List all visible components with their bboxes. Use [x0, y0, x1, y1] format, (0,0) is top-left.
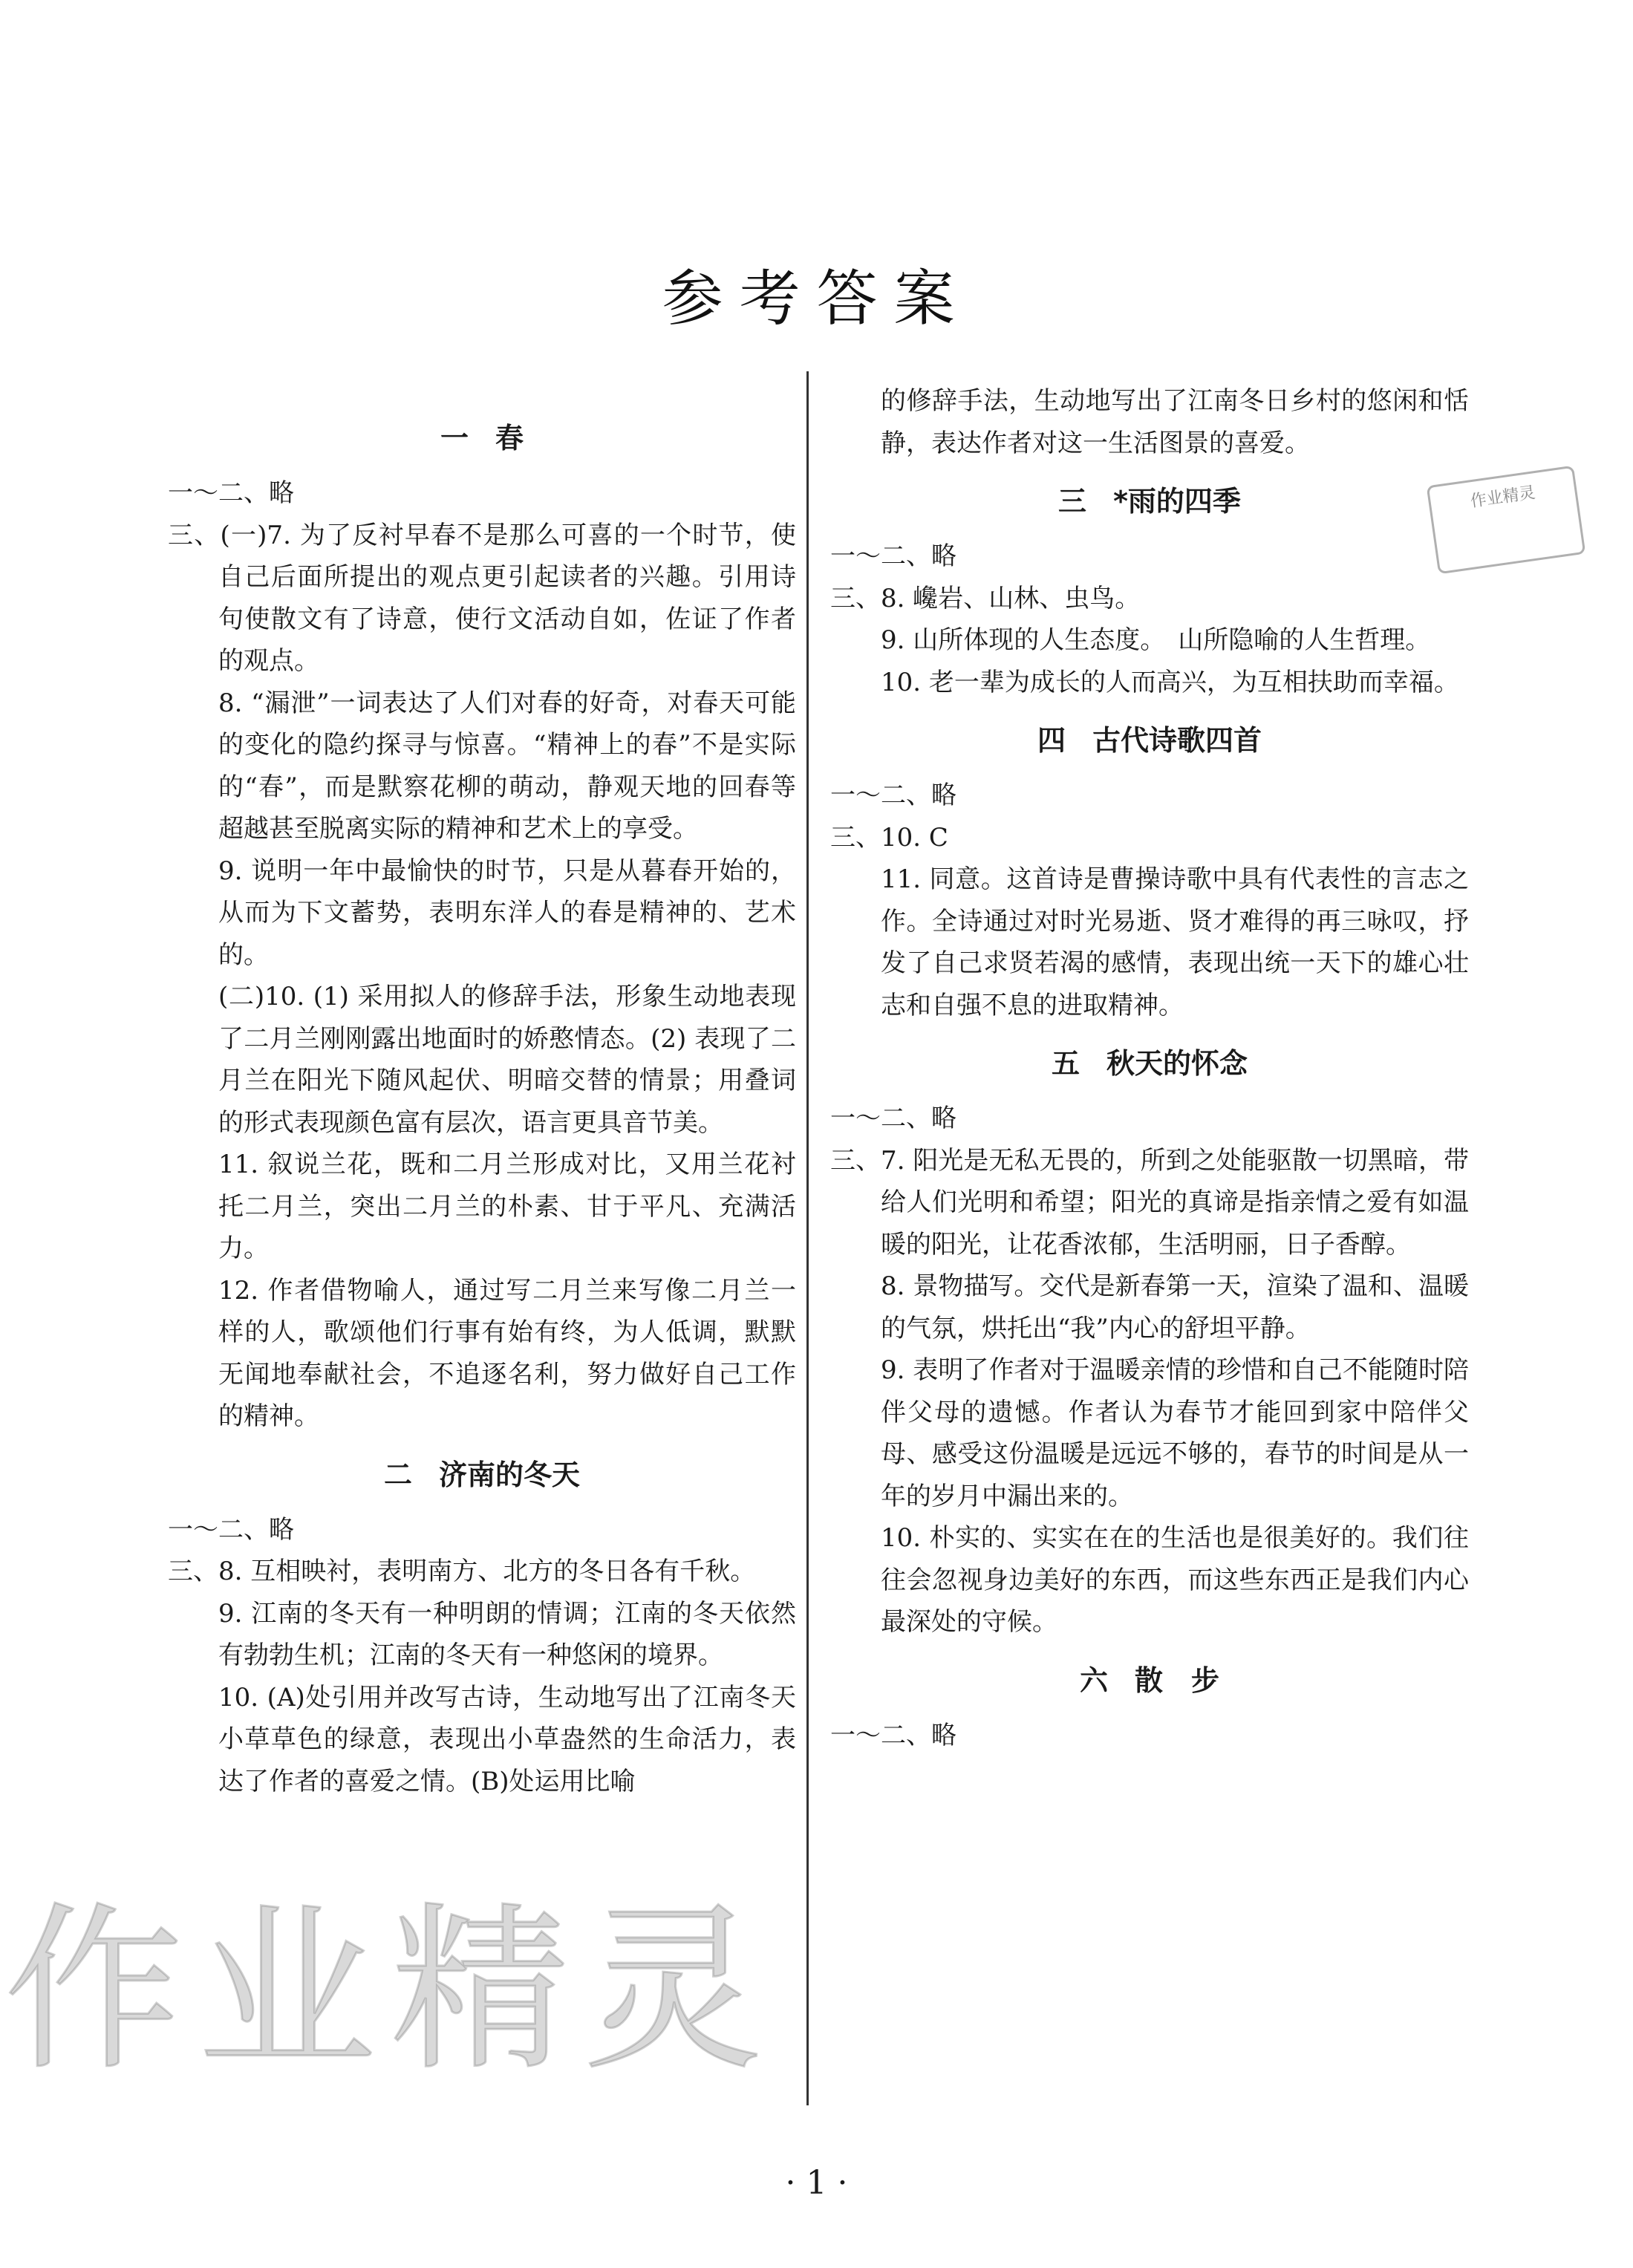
section-name: 散 步	[1135, 1663, 1220, 1697]
answer-line: 三、10. C	[830, 822, 948, 853]
section-title	[830, 1657, 1469, 1704]
page-number: · 1 ·	[785, 2164, 848, 2202]
answer-line: 8. “漏泄”一词表达了人们对春的好奇，对春天可能的变化的隐约探寻与惊喜。“精神上的春”不是实际的“春”，而是默察花柳的萌动，静观天地的回春等超越甚至脱离实际的精神和艺术上的享受。	[218, 688, 796, 844]
answer-line: 9. 说明一年中最愉快的时节，只是从暮春开始的，从而为下文蓄势，表明东洋人的春是精神的、艺术的。	[218, 856, 796, 970]
section-number: 二	[383, 1458, 412, 1491]
answer-line: 10. 老一辈为成长的人而高兴，为互相扶助而幸福。	[881, 667, 1459, 697]
section-number: 三	[1058, 485, 1087, 518]
section-name: 春	[495, 422, 524, 454]
right-column	[830, 380, 1469, 1756]
answer-line: 8. 景物描写。交代是新春第一天，渲染了温和、温暖的气氛，烘托出“我”内心的舒坦平静。	[881, 1271, 1469, 1343]
section-name: *雨的四季	[1113, 485, 1241, 518]
answer-line: 一～二、略	[168, 1514, 294, 1545]
answer-line: 三、8. 巉岩、山林、虫鸟。	[830, 583, 1141, 613]
section-number: 四	[1037, 724, 1066, 757]
answer-line: 一～二、略	[168, 478, 294, 508]
answer-line: 一～二、略	[830, 541, 956, 571]
section-title	[168, 414, 796, 462]
answer-line: 11. 叙说兰花，既和二月兰形成对比，又用兰花衬托二月兰，突出二月兰的朴素、甘于平凡、充满活力。	[218, 1150, 796, 1263]
answer-line: 一～二、略	[830, 781, 956, 810]
answer-line: 11. 同意。这首诗是曹操诗歌中具有代表性的言志之作。全诗通过对时光易逝、贤才难得的再三咏叹，抒发了自己求贤若渴的感情，表现出统一天下的雄心壮志和自强不息的进取精神。	[881, 864, 1469, 1020]
answer-line: 一～二、略	[830, 1720, 956, 1750]
answer-line: 9. 表明了作者对于温暖亲情的珍惜和自己不能随时陪伴父母的遗憾。作者认为春节才能回到家中陪伴父母、感受这份温暖是远远不够的，春节的时间是从一年的岁月中漏出来的。	[881, 1355, 1469, 1511]
left-column	[168, 401, 796, 1802]
column-divider	[806, 371, 809, 2105]
section-number: 一	[440, 422, 469, 454]
page-title: 参考答案	[662, 264, 971, 334]
answer-line: 三、7. 阳光是无私无畏的，所到之处能驱散一切黑暗，带给人们光明和希望；阳光的真谛是指亲情之爱有如温暖的阳光，让花香浓郁，生活明丽，日子香醇。	[830, 1145, 1469, 1260]
section-title	[830, 478, 1469, 525]
answer-line: (二)10. (1) 采用拟人的修辞手法，形象生动地表现了二月兰刚刚露出地面时的娇憨情态。(2) 表现了二月兰在阳光下随风起伏、明暗交替的情景；用叠词的形式表现颜色富有层次，语言更具音节美。	[218, 982, 796, 1138]
section-name: 秋天的怀念	[1106, 1047, 1248, 1080]
answer-line: 10. 朴实的、实实在在的生活也是很美好的。我们往往会忽视身边美好的东西，而这些东西正是我们内心最深处的守候。	[881, 1523, 1469, 1637]
section-number: 六	[1079, 1663, 1108, 1697]
section-title	[830, 717, 1469, 764]
answer-line: 12. 作者借物喻人，通过写二月兰来写像二月兰一样的人，歌颂他们行事有始有终，为人低调，默默无闻地奉献社会，不追逐名利，努力做好自己工作的精神。	[218, 1275, 796, 1431]
watermark: 作业精灵	[4, 1886, 777, 2094]
answer-line: 三、8. 互相映衬，表明南方、北方的冬日各有千秋。	[168, 1557, 756, 1586]
section-title	[168, 1451, 796, 1499]
answer-line: 三、(一)7. 为了反衬早春不是那么可喜的一个时节，使自己后面所提出的观点更引起读者的兴趣。引用诗句使散文有了诗意，使行文活动自如，佐证了作者的观点。	[168, 520, 796, 676]
stamp-logo: 作业精灵	[1427, 466, 1586, 575]
section-name: 济南的冬天	[439, 1458, 581, 1491]
section-number: 五	[1051, 1047, 1080, 1080]
answer-line: 9. 山所体现的人生态度。 山所隐喻的人生哲理。	[881, 625, 1431, 655]
section-title	[830, 1040, 1469, 1087]
section-name: 古代诗歌四首	[1092, 724, 1262, 757]
answer-line: 一～二、略	[830, 1104, 956, 1133]
answer-line: 的修辞手法，生动地写出了江南冬日乡村的悠闲和恬静，表达作者对这一生活图景的喜爱。	[881, 386, 1469, 458]
answer-line: 10. (A)处引用并改写古诗，生动地写出了江南冬天小草草色的绿意，表现出小草盎然的生命活力，表达了作者的喜爱之情。(B)处运用比喻	[218, 1682, 796, 1796]
answer-line: 9. 江南的冬天有一种明朗的情调；江南的冬天依然有勃勃生机；江南的冬天有一种悠闲的境界。	[218, 1598, 796, 1670]
